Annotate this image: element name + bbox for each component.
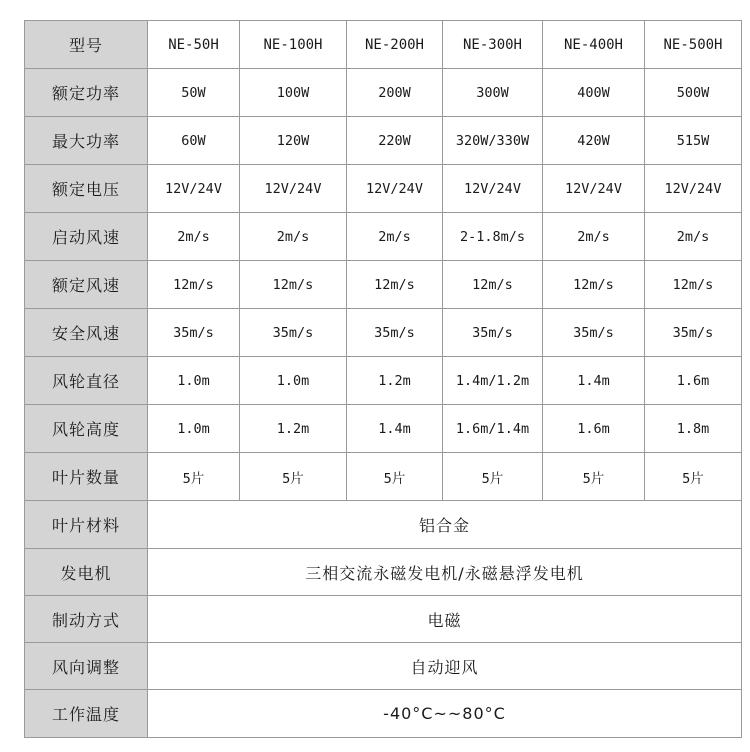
spanned-row (25, 501, 742, 549)
row-label: 最大功率 (25, 117, 148, 165)
table-cell: 12V/24V (443, 165, 543, 213)
row-label: 制动方式 (25, 596, 148, 643)
spec-table (24, 20, 742, 738)
table-row (25, 165, 742, 213)
spanned-row (25, 596, 742, 643)
table-cell: 12m/s (543, 261, 645, 309)
table-cell: 515W (645, 117, 742, 165)
spanned-cell: 电磁 (148, 596, 742, 643)
row-label: 风轮直径 (25, 357, 148, 405)
table-cell: 400W (543, 69, 645, 117)
table-cell: 35m/s (148, 309, 240, 357)
spanned-row (25, 549, 742, 596)
table-cell: 200W (347, 69, 443, 117)
row-label: 额定风速 (25, 261, 148, 309)
table-cell: 5片 (645, 453, 742, 501)
spanned-row (25, 690, 742, 738)
row-label: 叶片材料 (25, 501, 148, 549)
table-cell: 2m/s (543, 213, 645, 261)
table-cell: 12m/s (443, 261, 543, 309)
table-cell: 220W (347, 117, 443, 165)
table-cell: 120W (240, 117, 347, 165)
table-cell: 1.0m (148, 405, 240, 453)
row-label: 工作温度 (25, 690, 148, 738)
spanned-cell: 铝合金 (148, 501, 742, 549)
table-cell: 35m/s (347, 309, 443, 357)
table-cell: 300W (443, 69, 543, 117)
table-cell: 1.4m (347, 405, 443, 453)
model-name: NE-400H (543, 21, 645, 69)
model-name: NE-500H (645, 21, 742, 69)
row-label: 风轮高度 (25, 405, 148, 453)
table-cell: 12V/24V (347, 165, 443, 213)
table-cell: 1.2m (240, 405, 347, 453)
model-name: NE-300H (443, 21, 543, 69)
row-label: 启动风速 (25, 213, 148, 261)
table-cell: 5片 (443, 453, 543, 501)
table-row (25, 453, 742, 501)
table-row (25, 213, 742, 261)
model-name: NE-50H (148, 21, 240, 69)
spanned-cell: -40°C~~80°C (148, 690, 742, 738)
row-label: 安全风速 (25, 309, 148, 357)
row-label: 额定电压 (25, 165, 148, 213)
row-label: 叶片数量 (25, 453, 148, 501)
table-cell: 100W (240, 69, 347, 117)
table-cell: 2-1.8m/s (443, 213, 543, 261)
table-cell: 60W (148, 117, 240, 165)
table-cell: 1.0m (148, 357, 240, 405)
table-cell: 5片 (347, 453, 443, 501)
row-label: 风向调整 (25, 643, 148, 690)
table-cell: 12V/24V (240, 165, 347, 213)
table-cell: 1.8m (645, 405, 742, 453)
table-cell: 420W (543, 117, 645, 165)
table-row (25, 117, 742, 165)
row-label: 额定功率 (25, 69, 148, 117)
model-name: NE-100H (240, 21, 347, 69)
table-cell: 2m/s (645, 213, 742, 261)
table-cell: 12V/24V (645, 165, 742, 213)
table-cell: 35m/s (240, 309, 347, 357)
table-cell: 1.6m (543, 405, 645, 453)
table-cell: 1.6m (645, 357, 742, 405)
table-cell: 5片 (543, 453, 645, 501)
table-cell: 35m/s (645, 309, 742, 357)
table-cell: 12m/s (148, 261, 240, 309)
table-row (25, 309, 742, 357)
table-cell: 1.6m/1.4m (443, 405, 543, 453)
table-row (25, 357, 742, 405)
table-cell: 12V/24V (148, 165, 240, 213)
table-cell: 1.4m/1.2m (443, 357, 543, 405)
table-cell: 12m/s (240, 261, 347, 309)
row-label-model: 型号 (25, 21, 148, 69)
table-cell: 500W (645, 69, 742, 117)
table-cell: 1.2m (347, 357, 443, 405)
table-cell: 12V/24V (543, 165, 645, 213)
table-cell: 5片 (240, 453, 347, 501)
table-cell: 5片 (148, 453, 240, 501)
table-row (25, 405, 742, 453)
spanned-row (25, 643, 742, 690)
table-cell: 2m/s (240, 213, 347, 261)
header-row (25, 21, 742, 69)
table-cell: 320W/330W (443, 117, 543, 165)
spanned-cell: 自动迎风 (148, 643, 742, 690)
table-row (25, 69, 742, 117)
table-cell: 2m/s (148, 213, 240, 261)
table-cell: 12m/s (645, 261, 742, 309)
table-cell: 1.0m (240, 357, 347, 405)
table-cell: 2m/s (347, 213, 443, 261)
model-name: NE-200H (347, 21, 443, 69)
spanned-cell: 三相交流永磁发电机/永磁悬浮发电机 (148, 549, 742, 596)
table-cell: 12m/s (347, 261, 443, 309)
table-cell: 35m/s (543, 309, 645, 357)
table-cell: 1.4m (543, 357, 645, 405)
table-cell: 35m/s (443, 309, 543, 357)
table-row (25, 261, 742, 309)
row-label: 发电机 (25, 549, 148, 596)
table-cell: 50W (148, 69, 240, 117)
